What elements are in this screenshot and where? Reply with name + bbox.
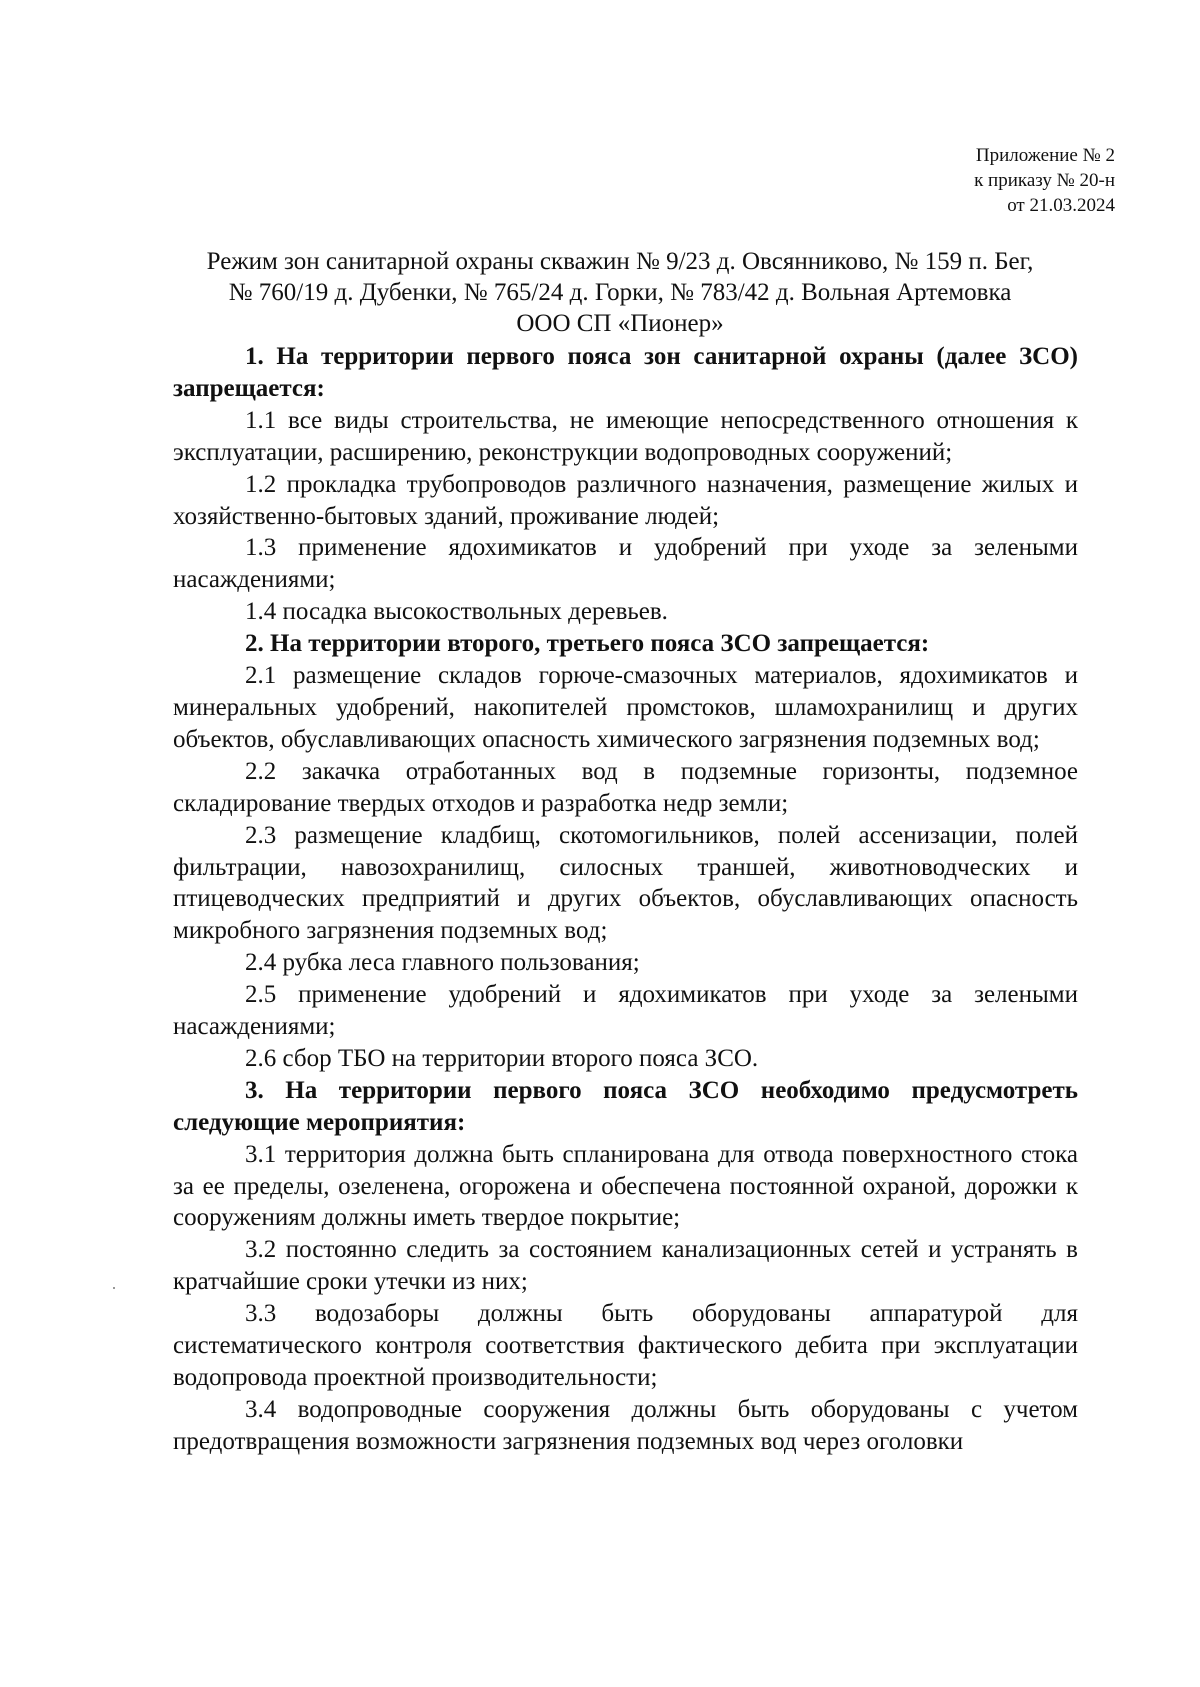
section-1-item-2: 1.2 прокладка трубопроводов различного назначения, размещение жилых и хозяйственно-бытовых зданий, проживание людей; bbox=[173, 470, 1078, 530]
title-line-1: Режим зон санитарной охраны скважин № 9/23 д. Овсянниково, № 159 п. Бег, bbox=[206, 248, 1034, 275]
document-title bbox=[160, 246, 1080, 339]
order-date: от 21.03.2024 bbox=[1007, 195, 1115, 216]
section-2-item-6: 2.6 сбор ТБО на территории второго пояса ЗСО. bbox=[245, 1044, 759, 1072]
title-line-2: № 760/19 д. Дубенки, № 765/24 д. Горки, № 783/42 д. Вольная Артемовка bbox=[228, 279, 1012, 306]
section-2-item-4: 2.4 рубка леса главного пользования; bbox=[245, 949, 640, 977]
document-body bbox=[173, 341, 1078, 1458]
appendix-reference bbox=[974, 143, 1115, 218]
section-3-heading: 3. На территории первого пояса ЗСО необходимо предусмотреть следующие мероприятия: bbox=[173, 1076, 1078, 1136]
section-2-heading: 2. На территории второго, третьего пояса ЗСО запрещается: bbox=[245, 630, 930, 658]
section-1-item-3: 1.3 применение ядохимикатов и удобрений при уходе за зелеными насаждениями; bbox=[173, 534, 1078, 594]
section-3-item-3: 3.3 водозаборы должны быть оборудованы аппаратурой для систематического контроля соответствия фактического дебита при эксплуатации водопровода проектной производительности; bbox=[173, 1300, 1078, 1391]
section-2-item-1: 2.1 размещение складов горюче-смазочных материалов, ядохимикатов и минеральных удобрений, накопителей промстоков, шламохранилищ и других объектов, обуславливающих опасность химического загрязнения подземных вод; bbox=[173, 662, 1078, 753]
section-1-heading: 1. На территории первого пояса зон санитарной охраны (далее ЗСО) запрещается: bbox=[173, 343, 1078, 402]
section-2-item-2: 2.2 закачка отработанных вод в подземные горизонты, подземное складирование твердых отходов и разработка недр земли; bbox=[173, 757, 1078, 817]
section-1-item-4: 1.4 посадка высокоствольных деревьев. bbox=[245, 598, 668, 626]
scan-speck bbox=[113, 1287, 115, 1289]
section-3-item-2: 3.2 постоянно следить за состоянием канализационных сетей и устранять в кратчайшие сроки утечки из них; bbox=[173, 1236, 1078, 1296]
appendix-number: Приложение № 2 bbox=[975, 145, 1115, 166]
title-line-3: ООО СП «Пионер» bbox=[516, 310, 724, 337]
section-2-item-3: 2.3 размещение кладбищ, скотомогильников, полей ассенизации, полей фильтрации, навозохранилищ, силосных траншей, животноводческих и птицеводческих предприятий и других объектов, обуславливающих опасность микробного загрязнения подземных вод; bbox=[173, 821, 1078, 945]
section-1-item-1: 1.1 все виды строительства, не имеющие непосредственного отношения к эксплуатации, расширению, реконструкции водопроводных сооружений; bbox=[173, 406, 1078, 466]
order-number: к приказу № 20-н bbox=[974, 170, 1115, 191]
section-3-item-1: 3.1 территория должна быть спланирована для отвода поверхностного стока за ее пределы, озеленена, огорожена и обеспечена постоянной охраной, дорожки к сооружениям должны иметь твердое покрытие; bbox=[173, 1140, 1078, 1232]
section-3-item-4: 3.4 водопроводные сооружения должны быть оборудованы с учетом предотвращения возможности загрязнения подземных вод через оголовки bbox=[173, 1395, 1078, 1455]
section-2-item-5: 2.5 применение удобрений и ядохимикатов при уходе за зелеными насаждениями; bbox=[173, 981, 1078, 1041]
